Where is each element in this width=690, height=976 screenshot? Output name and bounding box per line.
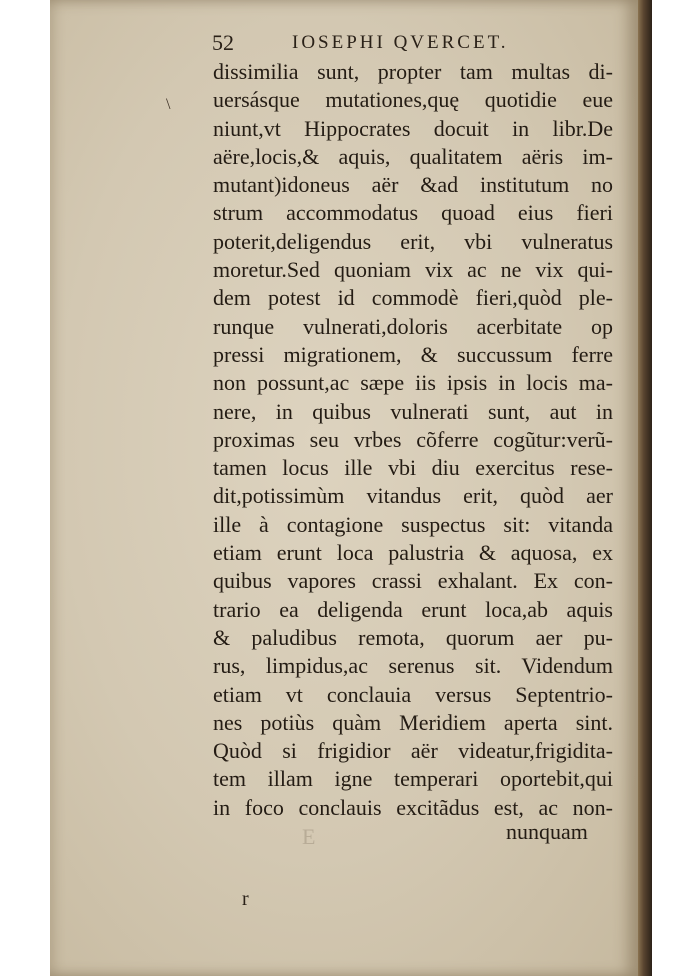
text-line: tamen locus ille vbi diu exercitus rese-	[213, 455, 613, 481]
text-line: poterit,deligendus erit, vbi vulneratus	[213, 228, 613, 254]
text-line: in foco conclauis excitãdus est, ac non-	[213, 794, 613, 820]
page-number: 52	[212, 30, 234, 55]
text-line: uersásque mutationes,quę quotidie eue	[213, 87, 613, 113]
margin-mark: \	[166, 96, 171, 113]
text-line: niunt,vt Hippocrates docuit in libr.De	[213, 115, 613, 141]
text-line: runque vulnerati,doloris acerbitate op	[213, 313, 613, 339]
text-line: nes potiùs quàm Meridiem aperta sint.	[213, 709, 613, 735]
text-line: etiam vt conclauia versus Septentrio-	[213, 681, 613, 707]
text-line: non possunt,ac sæpe iis ipsis in locis ma-	[213, 370, 613, 396]
text-line: dissimilia sunt, propter tam multas di-	[213, 59, 613, 84]
catchword: nunquam	[506, 819, 588, 844]
text-line: quibus vapores crassi exhalant. Ex con-	[213, 568, 613, 594]
running-title: IOSEPHI QVERCET.	[292, 32, 509, 53]
text-line: ille à contagione suspectus sit: vitanda	[213, 511, 613, 537]
text-line: etiam erunt loca palustria & aquosa, ex	[213, 540, 613, 566]
text-line: & paludibus remota, quorum aer pu-	[213, 624, 613, 650]
stray-ink-mark: r	[242, 888, 249, 910]
text-line: tem illam igne temperari oportebit,qui	[213, 766, 613, 792]
body-text	[213, 58, 613, 822]
show-through-mark: E	[302, 824, 316, 849]
text-line: proximas seu vrbes cõferre cogũtur:verũ-	[213, 426, 613, 452]
text-line: strum accommodatus quoad eius fieri	[213, 200, 613, 226]
text-line: trario ea deligenda erunt loca,ab aquis	[213, 596, 613, 622]
text-line: mutant)idoneus aër &ad institutum no	[213, 172, 613, 198]
text-line: nere, in quibus vulnerati sunt, aut in	[213, 398, 613, 424]
text-line: dem potest id commodè fieri,quòd ple-	[213, 285, 613, 311]
text-line: pressi migrationem, & succussum ferre	[213, 341, 613, 367]
text-line: Quòd si frigidior aër videatur,frigidita-	[213, 738, 613, 764]
text-line: dit,potissimùm vitandus erit, quòd aer	[213, 483, 613, 509]
text-line: moretur.Sed quoniam vix ac ne vix qui-	[213, 257, 613, 283]
text-line: aëre,locis,& aquis, qualitatem aëris im-	[213, 143, 613, 169]
page-edge	[638, 0, 652, 976]
running-head	[212, 30, 542, 58]
text-line: rus, limpidus,ac serenus sit. Videndum	[213, 653, 613, 679]
